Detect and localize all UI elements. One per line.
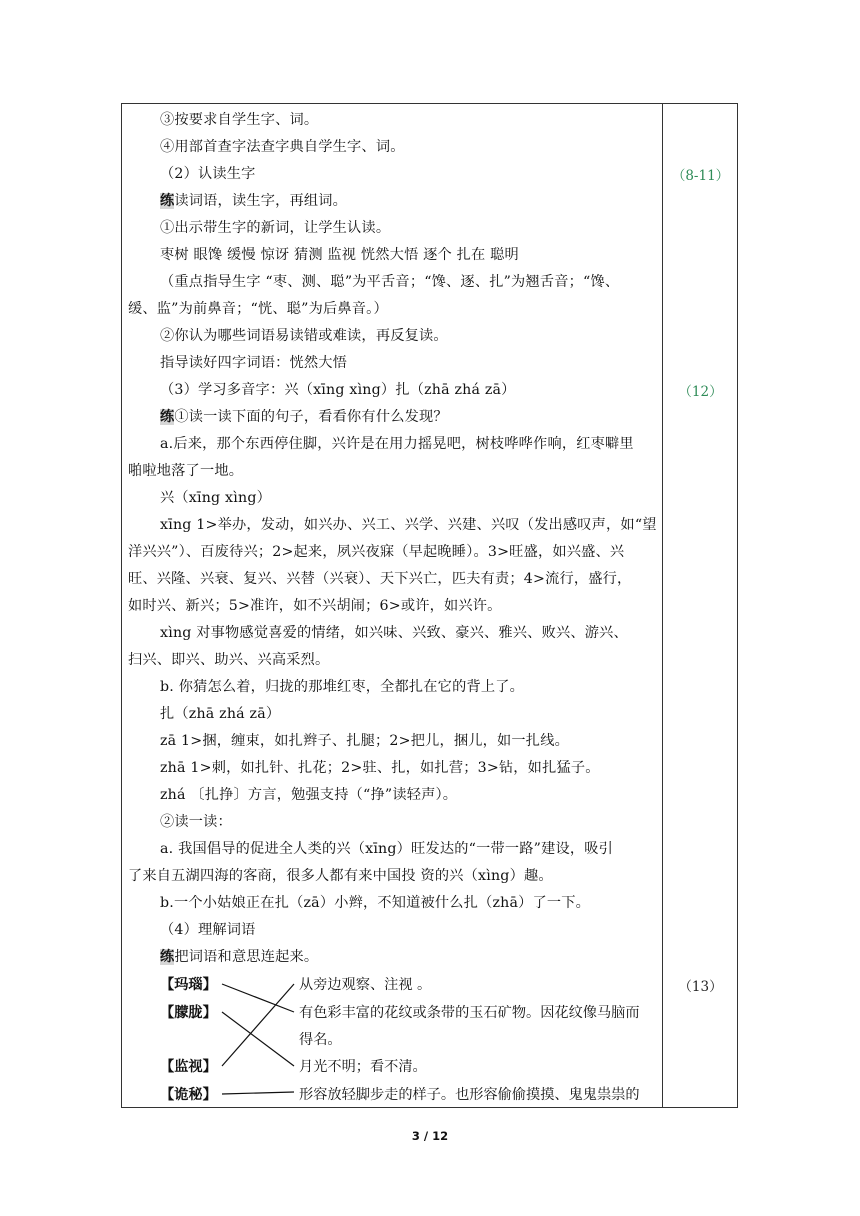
text-line: zhá 〔扎挣〕方言，勉强支持（“挣”读轻声）。 xyxy=(160,787,458,803)
text-line: ④用部首查字法查字典自学生字、词。 xyxy=(160,139,405,155)
text-line: b. 你猜怎么着，归拢的那堆红枣，全都扎在它的背上了。 xyxy=(160,679,525,695)
text-line: （重点指导生字 “枣、测、聪”为平舌音；“馋、逐、扎”为翘舌音；“馋、 xyxy=(160,274,620,290)
practice-line: 练①读一读下面的句子，看看你有什么发现？ xyxy=(160,409,448,425)
text-line: ②你认为哪些词语易读错或难读，再反复读。 xyxy=(160,328,448,344)
lesson-table xyxy=(121,103,738,1108)
text-line: zhā 1>刺，如扎针、扎花；2>驻、扎，如扎营；3>钻，如扎猛子。 xyxy=(160,760,600,776)
time-mark: （12） xyxy=(678,384,723,400)
text-line: 啪啦地落了一地。 xyxy=(128,463,244,479)
match-word: 【玛瑙】 xyxy=(160,977,217,993)
practice-label: 练 xyxy=(160,409,175,425)
practice-label: 练 xyxy=(160,949,175,965)
match-word: 【朦胧】 xyxy=(160,1005,217,1021)
match-line xyxy=(222,1012,294,1066)
text-line: 指导读好四字词语：恍然大悟 xyxy=(160,355,348,371)
match-definition: 形容放轻脚步走的样子。也形容偷偷摸摸、鬼鬼祟祟的 xyxy=(299,1087,640,1103)
match-definition: 从旁边观察、注视 。 xyxy=(299,977,432,993)
lesson-content-cell xyxy=(122,104,662,1107)
text-line: a.后来，那个东西停住脚，兴许是在用力摇晃吧，树枝哗哗作响，红枣噼里 xyxy=(160,436,634,452)
match-word: 【诡秘】 xyxy=(160,1087,217,1103)
time-mark: （13） xyxy=(678,979,723,995)
text-line: 了来自五湖四海的客商，很多人都有来中国投 资的兴（xìng）趣。 xyxy=(128,868,553,884)
matching-lines xyxy=(122,104,662,1109)
time-column xyxy=(663,104,738,1107)
text-line: 如时兴、新兴；5>准许，如不兴胡闹；6>或许，如兴许。 xyxy=(128,598,502,614)
match-definition: 月光不明；看不清。 xyxy=(299,1059,427,1075)
text-line: ①出示带生字的新词，让学生认读。 xyxy=(160,220,391,236)
text-line: xìng 对事物感觉喜爱的情绪，如兴味、兴致、豪兴、雅兴、败兴、游兴、 xyxy=(160,625,628,641)
match-definition: 得名。 xyxy=(299,1032,342,1048)
text-line: xīng 1>举办，发动，如兴办、兴工、兴学、兴建、兴叹（发出感叹声，如“望 xyxy=(160,517,657,533)
text-line: b.一个小姑娘正在扎（zā）小辫，不知道被什么扎（zhā）了一下。 xyxy=(160,895,591,911)
page-number: 3 / 12 xyxy=(411,1129,449,1143)
practice-label: 练 xyxy=(160,193,175,209)
text-line: ②读一读： xyxy=(160,814,232,830)
word-list: 枣树 眼馋 缓慢 惊讶 猜测 监视 恍然大悟 逐个 扎在 聪明 xyxy=(160,247,519,263)
text-line: ③按要求自学生字、词。 xyxy=(160,112,319,128)
time-mark: （8-11） xyxy=(671,168,730,184)
match-line xyxy=(222,1092,294,1094)
text-line: 旺、兴隆、兴衰、复兴、兴替（兴衰）、天下兴亡，匹夫有责；4>流行，盛行， xyxy=(128,571,632,587)
text-line: a. 我国倡导的促进全人类的兴（xīng）旺发达的“一带一路”建设，吸引 xyxy=(160,841,614,857)
match-line xyxy=(222,984,294,1066)
practice-line: 练读词语，读生字，再组词。 xyxy=(160,193,348,209)
section-heading: （2）认读生字 xyxy=(160,166,256,182)
text-line: 扎（zhā zhá zā） xyxy=(160,706,281,722)
practice-line: 练把词语和意思连起来。 xyxy=(160,949,319,965)
match-word: 【监视】 xyxy=(160,1059,217,1075)
section-heading: （4）理解词语 xyxy=(160,922,256,938)
text-line: 洋兴兴”）、百废待兴；2>起来，夙兴夜寐（早起晚睡）。3>旺盛，如兴盛、兴 xyxy=(128,544,625,560)
section-heading: （3）学习多音字：兴（xīng xìng）扎（zhā zhá zā） xyxy=(160,382,516,398)
text-line: 扫兴、即兴、助兴、兴高采烈。 xyxy=(128,652,330,668)
match-line xyxy=(222,984,294,1012)
text-line: 缓、监”为前鼻音；“恍、聪”为后鼻音。） xyxy=(128,301,388,317)
match-definition: 有色彩丰富的花纹或条带的玉石矿物。因花纹像马脑而 xyxy=(299,1005,640,1021)
text-line: 兴（xīng xìng） xyxy=(160,490,271,506)
text-line: zā 1>捆，缠束，如扎辫子、扎腿；2>把儿，捆儿，如一扎线。 xyxy=(160,733,569,749)
